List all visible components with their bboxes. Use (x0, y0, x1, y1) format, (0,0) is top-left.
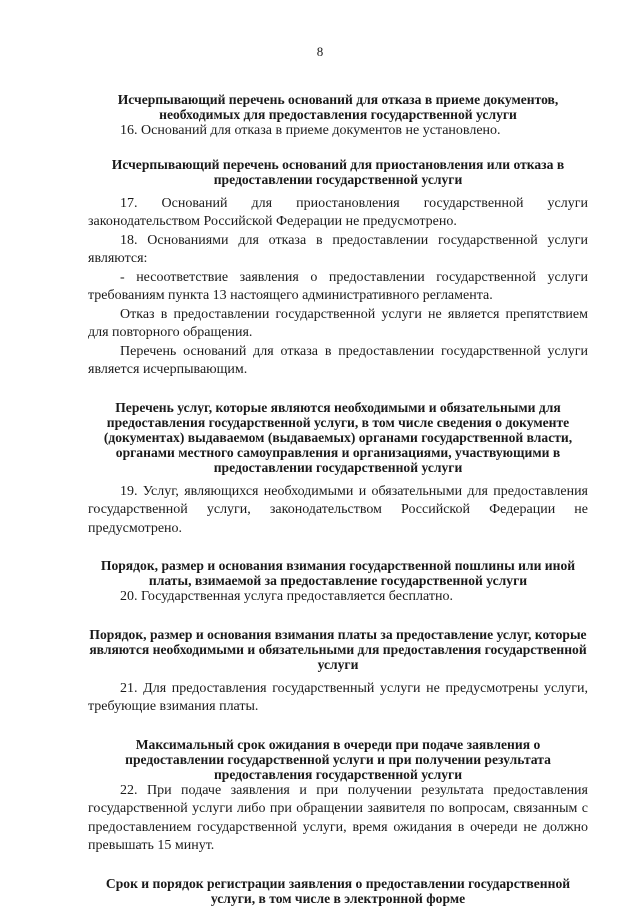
paragraph-17: 17. Оснований для приостановления государственной услуги законодательством Российской Федерации не предусмотрено. (88, 195, 588, 229)
paragraph-16: 16. Оснований для отказа в приеме документов не установлено. (120, 123, 501, 138)
paragraph-21: 21. Для предоставления государственный услуги не предусмотрены услуги, требующие взимания платы. (88, 680, 588, 714)
paragraph-19: 19. Услуг, являющихся необходимыми и обязательными для предоставления государственной услуги, законодательством Российской Федерации не предусмотрено. (88, 483, 588, 536)
paragraph-18-item: - несоответствие заявления о предоставлении государственной услуги требованиям пункта 13 настоящего административного регламента. (88, 269, 588, 303)
section-heading-registration: Срок и порядок регистрации заявления о предоставлении государственной услуги, в том числе в электронной форме (105, 875, 571, 906)
section-heading-refusal-acceptance: Исчерпывающий перечень оснований для отказа в приеме документов, необходимых для предоставления государственной услуги (117, 92, 559, 122)
section-heading-queue-time: Максимальный срок ожидания в очереди при подаче заявления о предоставлении государственной услуги и при получении результата предоставления государственной услуги (125, 736, 551, 782)
section-heading-service-fee: Порядок, размер и основания взимания платы за предоставление услуг, которые являются необходимыми и обязательными для предоставления государственной услуги (89, 626, 587, 672)
section-heading-state-fee: Порядок, размер и основания взимания государственной пошлины или иной платы, взимаемой за предоставление государственной услуги (100, 558, 576, 588)
section-heading-suspension-refusal: Исчерпывающий перечень оснований для приостановления или отказа в предоставлении государственной услуги (111, 156, 565, 187)
paragraph-exhaustive-list: Перечень оснований для отказа в предоставлении государственной услуги является исчерпывающим. (88, 343, 588, 377)
paragraph-refusal-note: Отказ в предоставлении государственной услуги не является препятствием для повторного обращения. (88, 306, 588, 340)
page-number: 8 (316, 44, 324, 59)
paragraph-20: 20. Государственная услуга предоставляется бесплатно. (120, 589, 453, 604)
paragraph-18: 18. Основаниями для отказа в предоставлении государственной услуги являются: (88, 232, 588, 266)
document-body (88, 92, 588, 906)
paragraph-22: 22. При подаче заявления и при получении результата предоставления государственной услуги либо при обращении заявителя по вопросам, связанным с предоставлением государственной услуги, время ожидания в очереди не должно превышать 15 минут. (88, 782, 588, 853)
section-heading-required-services: Перечень услуг, которые являются необходимыми и обязательными для предоставления государственной услуги, в том числе сведения о документе (документах) выдаваемом (выдаваемых) органами государственной власти, органами местного самоуправления и организациями, участвующими в предоставлении государственной услуги (103, 399, 573, 475)
